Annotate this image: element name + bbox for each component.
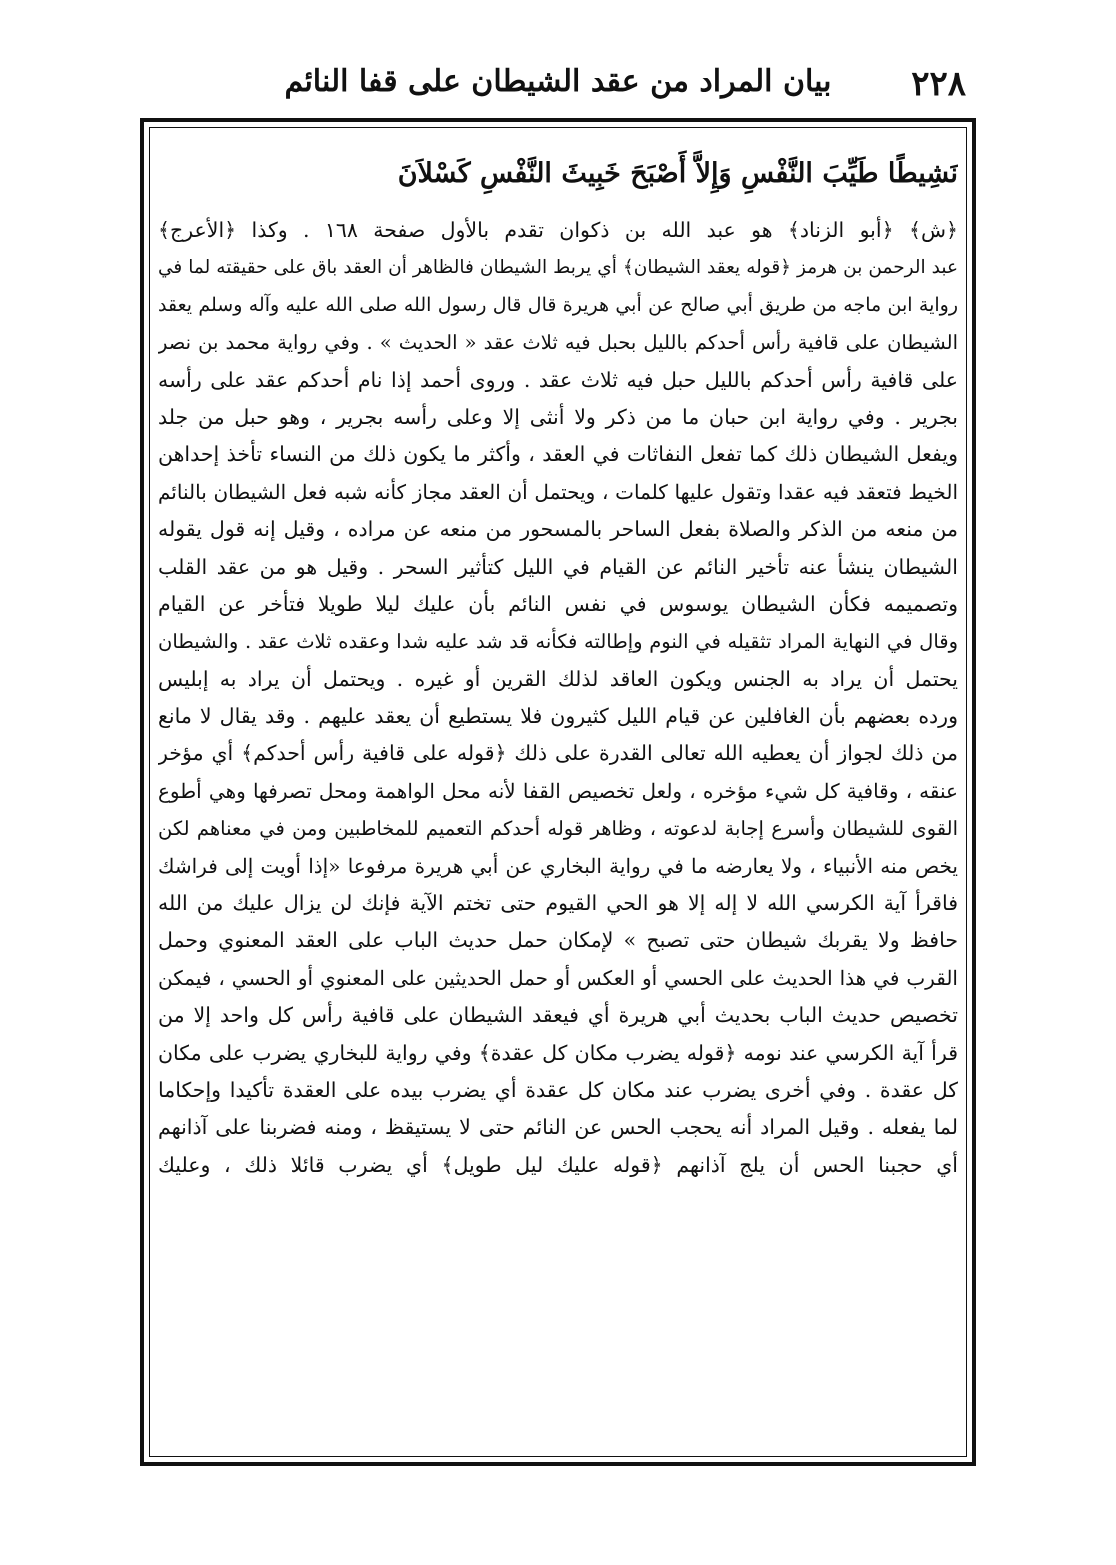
text-body: [158, 144, 958, 1444]
text-line: ويفعل الشيطان ذلك كما تفعل النفاثات في العقد ، وأكثر ما يكون ذلك من النساء تأخذ إحداهن: [158, 442, 958, 467]
text-line: القوى للشيطان وأسرع إجابة لدعوته ، وظاهر قوله أحدكم التعميم للمخاطبين ومن في معناهم لكن: [158, 817, 958, 841]
text-line: ﴿ش﴾ ﴿أبو الزناد﴾ هو عبد الله بن ذكوان تقدم بالأول صفحة ١٦٨ . وكذا ﴿الأعرج﴾: [158, 218, 958, 242]
text-line: وتصميمه فكأن الشيطان يوسوس في نفس النائم بأن عليك ليلا طويلا فتأخر عن القيام: [158, 591, 958, 616]
text-line: يحتمل أن يراد به الجنس ويكون العاقد لذلك القرين أو غيره . ويحتمل أن يراد به إبليس: [158, 666, 958, 691]
text-line: الشيطان ينشأ عنه تأخير النائم عن القيام في الليل كتأثير السحر . وقيل هو من عقد القلب: [158, 554, 958, 579]
text-line: عبد الرحمن بن هرمز ﴿قوله يعقد الشيطان﴾ أي يربط الشيطان فالظاهر أن العقد باق على حقيقته لما في: [158, 257, 958, 279]
verse-line: نَشِيطًا طَيِّبَ النَّفْسِ وَإِلاَّ أَصْبَحَ خَبِيثَ النَّفْسِ كَسْلاَنَ: [397, 158, 958, 189]
text-line: عنقه ، وقافية كل شيء مؤخره ، ولعل تخصيص القفا لأنه محل الواهمة ومحل تصرفها وهي أطوع: [158, 778, 958, 803]
page-header: [150, 58, 966, 118]
text-line: الخيط فتعقد فيه عقدا وتقول عليها كلمات ، ويحتمل أن العقد مجاز كأنه شبه فعل الشيطان بالنائم: [158, 479, 958, 504]
running-title: بيان المراد من عقد الشيطان على قفا النائم: [284, 64, 832, 99]
text-line: رواية ابن ماجه من طريق أبي صالح عن أبي هريرة قال قال رسول الله صلى الله عليه وآله وسلم يعقد: [158, 293, 958, 316]
text-line: وقال في النهاية المراد تثقيله في النوم وإطالته فكأنه قد شد عليه شدا وعقده ثلاث عقد . والشيطان: [158, 630, 958, 654]
page-number: ٢٢٨: [911, 64, 966, 104]
text-line: القرب في هذا الحديث على الحسي أو العكس أو حمل الحديثين على المعنوي أو الحسي ، فيمكن: [158, 965, 958, 990]
text-line: تخصيص حديث الباب بحديث أبي هريرة أي فيعقد الشيطان على قافية رأس كل واحد إلا من: [158, 1003, 958, 1028]
text-line: قرأ آية الكرسي عند نومه ﴿قوله يضرب مكان كل عقدة﴾ وفي رواية للبخاري يضرب على مكان: [158, 1040, 958, 1065]
text-line: من ذلك لجواز أن يعطيه الله تعالى القدرة على ذلك ﴿قوله على قافية رأس أحدكم﴾ أي مؤخر: [158, 741, 958, 766]
text-line: لما يفعله . وقيل المراد أنه يحجب الحس عن النائم حتى لا يستيقظ ، ومنه فضربنا على آذانهم: [158, 1115, 958, 1140]
text-line: بجرير . وفي رواية ابن حبان ما من ذكر ولا أنثى إلا وعلى رأسه بجرير ، وهو حبل من جلد: [158, 404, 958, 429]
text-frame: [140, 118, 976, 1466]
text-line: على قافية رأس أحدكم بالليل حبل فيه ثلاث عقد . وروى أحمد إذا نام أحدكم عقد على رأسه: [158, 367, 958, 392]
text-line: كل عقدة . وفي أخرى يضرب عند مكان كل عقدة أي يضرب بيده على العقدة تأكيدا وإحكاما: [158, 1077, 958, 1102]
text-line: ورده بعضهم بأن الغافلين عن قيام الليل كثيرون فلا يستطيع أن يعقد عليهم . وقد يقال لا مانع: [158, 704, 958, 729]
text-line: الشيطان على قافية رأس أحدكم بالليل بحبل فيه ثلاث عقد « الحديث » . وفي رواية محمد بن نصر: [158, 331, 958, 355]
text-line: يخص منه الأنبياء ، ولا يعارضه ما في رواية البخاري عن أبي هريرة مرفوعا «إذا أويت إلى فراشك: [158, 853, 958, 878]
text-line: حافظ ولا يقربك شيطان حتى تصبح » لإمكان حمل حديث الباب على العقد المعنوي وحمل: [158, 928, 958, 953]
text-line: من منعه من الذكر والصلاة بفعل الساحر بالمسحور من منعه عن مراده ، وقيل إنه قول يقوله: [158, 517, 958, 542]
text-line: فاقرأ آية الكرسي الله لا إله إلا هو الحي القيوم حتى تختم الآية فإنك لن يزال عليك من الله: [158, 891, 958, 916]
text-line: أي حجبنا الحس أن يلج آذانهم ﴿قوله عليك ليل طويل﴾ أي يضرب قائلا ذلك ، وعليك: [158, 1152, 958, 1177]
